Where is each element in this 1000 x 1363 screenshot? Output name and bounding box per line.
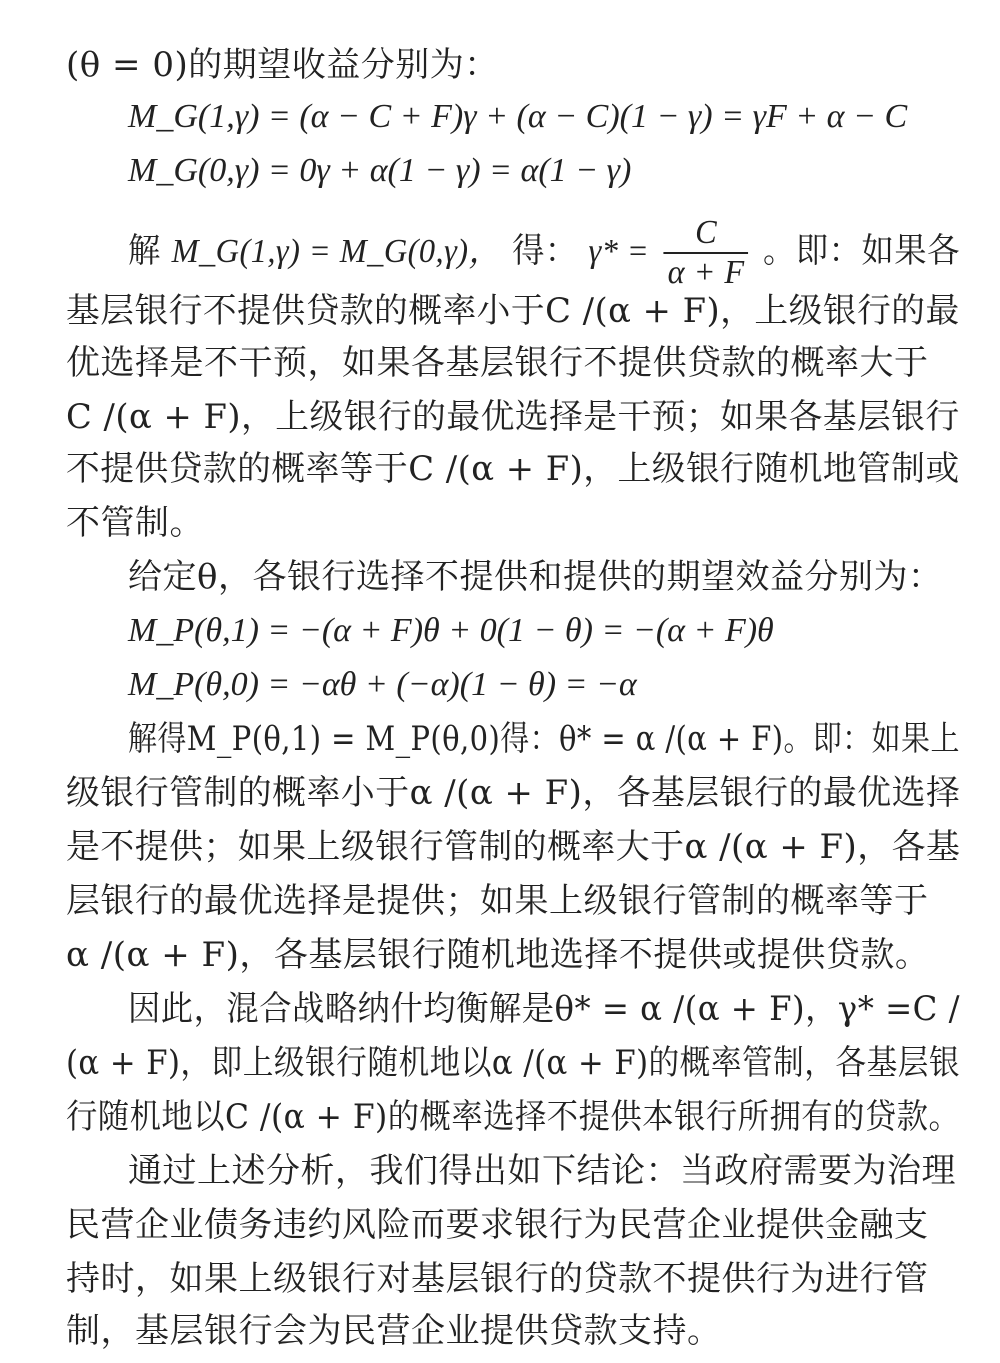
gamma-star-fraction xyxy=(664,214,749,292)
equation-mp0 xyxy=(128,658,637,712)
equation-content: M_P(θ,1) = −(α + F)θ + 0(1 − θ) = −(α + F)θ xyxy=(128,612,774,649)
text-content: 通过上述分析，我们得出如下结论：当政府需要为治理 xyxy=(128,1151,956,1191)
equation-content: M_G(0,γ) = 0γ + α(1 − γ) = α(1 − γ) xyxy=(128,152,632,189)
text-content: 持时，如果上级银行对基层银行的贷款不提供行为进行管 xyxy=(66,1259,929,1299)
text-line-23 xyxy=(66,1304,936,1358)
text-line-14 xyxy=(66,820,961,874)
text-line-19 xyxy=(66,1090,961,1144)
text-content: 级银行管制的概率小于α /(α + F)，各基层银行的最优选择 xyxy=(66,773,961,813)
text-content: 解得M_P(θ,1) = M_P(θ,0)得：θ* = α /(α + F)。即：如果上 xyxy=(128,719,960,759)
equation-mg1 xyxy=(128,90,907,144)
text-content: C /(α + F)，上级银行的最优选择是干预；如果各基层银行 xyxy=(66,397,960,437)
gamma-star-label: γ* = xyxy=(588,233,650,270)
text-content: 层银行的最优选择是提供；如果上级银行管制的概率等于 xyxy=(66,881,929,921)
text-line-4 xyxy=(66,284,960,338)
text-content: 民营企业债务违约风险而要求银行为民营企业提供金融支 xyxy=(66,1205,929,1245)
text-content: α /(α + F)，各基层银行随机地选择不提供或提供贷款。 xyxy=(66,935,930,975)
text-line-22 xyxy=(66,1252,936,1306)
text-content: 优选择是不干预，如果各基层银行不提供贷款的概率大于 xyxy=(66,343,929,383)
text-content: 给定θ，各银行选择不提供和提供的期望效益分别为： xyxy=(128,557,943,597)
text-content: 不管制。 xyxy=(66,503,204,543)
equation-mp1 xyxy=(128,604,774,658)
solve-mid: 得： xyxy=(512,231,578,271)
text-content: 因此，混合战略纳什均衡解是θ* = α /(α + F)，γ* =C / xyxy=(128,989,961,1029)
text-content: (θ = 0)的期望收益分别为： xyxy=(66,45,499,85)
text-line-7 xyxy=(66,442,960,496)
text-line-21 xyxy=(66,1198,936,1252)
solve-suffix: 。即：如果各 xyxy=(763,231,960,271)
equation-content: M_P(θ,0) = −αθ + (−α)(1 − θ) = −α xyxy=(128,666,637,703)
text-line-17 xyxy=(128,982,961,1036)
text-content: 制，基层银行会为民营企业提供贷款支持。 xyxy=(66,1311,722,1351)
text-line-18 xyxy=(66,1036,961,1090)
solve-equation: M_G(1,γ) = M_G(0,γ)， xyxy=(171,233,502,270)
text-line-15 xyxy=(66,874,936,928)
text-line-13 xyxy=(66,766,961,820)
text-line-9 xyxy=(128,550,943,604)
text-content: 是不提供；如果上级银行管制的概率大于α /(α + F)，各基 xyxy=(66,827,961,867)
fraction-numerator: C xyxy=(664,214,749,254)
text-line-20 xyxy=(128,1144,956,1198)
text-line-1 xyxy=(66,38,936,92)
equation-mg0 xyxy=(128,144,631,198)
solve-gamma-line xyxy=(128,214,960,291)
text-line-16 xyxy=(66,928,936,982)
text-line-8 xyxy=(66,496,936,550)
text-content: (α + F)，即上级银行随机地以α /(α + F)的概率管制，各基层银 xyxy=(66,1043,961,1083)
equation-content: M_G(1,γ) = (α − C + F)γ + (α − C)(1 − γ) = γF + α − C xyxy=(128,98,908,135)
text-line-6 xyxy=(66,390,960,444)
text-content: 不提供贷款的概率等于C /(α + F)，上级银行随机地管制或 xyxy=(66,449,960,489)
text-content: 行随机地以C /(α + F)的概率选择不提供本银行所拥有的贷款。 xyxy=(66,1097,961,1137)
text-content: 基层银行不提供贷款的概率小于C /(α + F)，上级银行的最 xyxy=(66,291,960,331)
text-line-5 xyxy=(66,336,936,390)
solve-prefix: 解 xyxy=(128,231,161,271)
fraction-denominator: α + F xyxy=(667,254,745,291)
text-line-12 xyxy=(128,712,960,766)
